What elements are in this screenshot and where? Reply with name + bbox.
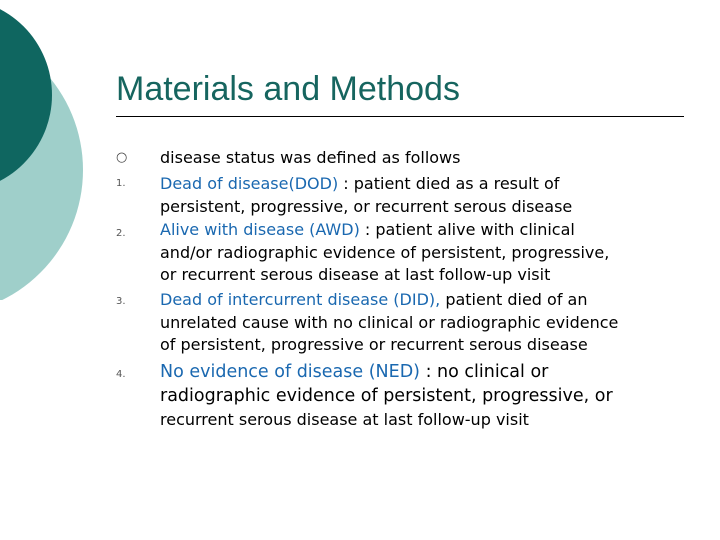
item-2-line-3: or recurrent serous disease at last follow-up visit [160,265,551,284]
bullet-marker: ○ [116,150,128,165]
item-4-line-2: radiographic evidence of persistent, progressive, or [160,386,613,406]
item-2-line-1 [160,219,700,242]
intro-text [160,147,700,170]
item-3-term: Dead of intercurrent disease (DID), [160,290,441,309]
item-3-line-2: unrelated cause with no clinical or radiographic evidence [160,312,619,332]
intro-line: disease status was defined as follows [160,148,461,167]
item-4-line-1 [160,360,700,384]
item-3-line-3: of persistent, progressive or recurrent serous disease [160,335,588,354]
item-1-rest: : patient died as a result of [338,174,560,193]
slide-title: Materials and Methods [116,70,460,108]
item-number-1: 1. [116,178,126,189]
decorative-circles [0,0,110,300]
item-4 [160,360,700,432]
item-2-line-2: and/or radiographic evidence of persistent, progressive, [160,242,610,262]
item-4-term: No evidence of disease (NED) [160,362,420,382]
item-3-rest: patient died of an [440,290,588,309]
item-1 [160,173,700,218]
item-1-line-1 [160,173,700,196]
item-3 [160,289,700,357]
item-2-rest: : patient alive with clinical [359,220,575,239]
item-4-rest: : no clinical or [420,362,549,382]
item-1-line-2: persistent, progressive, or recurrent serous disease [160,196,573,216]
item-number-2: 2. [116,228,126,239]
item-number-4: 4. [116,369,126,380]
title-divider [116,116,684,117]
item-2-term: Alive with disease (AWD) [160,220,360,239]
item-3-line-1 [160,289,700,312]
item-number-3: 3. [116,296,126,307]
item-2 [160,219,700,287]
item-1-term: Dead of disease(DOD) [160,174,339,193]
item-4-line-3: recurrent serous disease at last follow-up visit [160,410,529,429]
